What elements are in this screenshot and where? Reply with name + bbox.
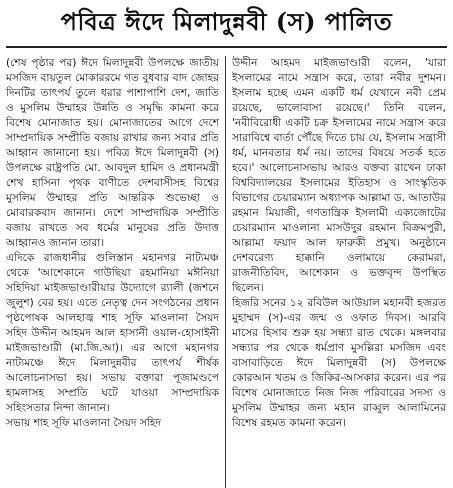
news-article bbox=[0, 2, 453, 488]
article-body bbox=[0, 56, 453, 488]
left-paragraph-3: সভায় শাহ সূফি মাওলানা সৈয়দ সহিদ bbox=[6, 417, 162, 429]
right-column bbox=[226, 56, 452, 488]
right-paragraph-1: উদ্দীন আহমদ মাইজভাণ্ডারী বলেন, 'যারা ইসলামের নামে সন্ত্রাস করে, তারা নবীর দুশমন। ইসলাম হচ্ছে এমন একটি ধর্ম যেখানে নবী প্রেম রয়েছে, ভালোবাসা রয়েছে।' তিনি বলেন, 'নবীবিরোধী একটি চক্র ইসলামের নামে সন্ত্রাস করে সারাবিশ্বে বার্তা পৌঁছে দিতে চায় যে, ইসলাম সন্ত্রাসী ধর্ম, মানবতার ধর্ম নয়। তাদের বিষয়ে সতর্ক হতে হবে।' আলোচনাসভায় আরও বক্তব্য রাখেন ঢাকা বিশ্ববিদ্যালয়ের ইসলামের ইতিহাস ও সাংস্কৃতিক বিভাগের চেয়ারম্যান অধ্যাপক আল্লামা ড. আতাউর রহমান মিয়াজী, গণতান্ত্রিক ইসলামী এক্যজোটের চেয়ারম্যান মাওলানা মাসউদুর রহমান বিক্রমপুরী, আল্লামা ফয়াদ আল ফারুকী প্রমুখ। অনুষ্ঠানে দেশবরেণ্য হাক্কানি ওলামায়ে কেরামরা, রাজনীতিবিদ, আশেকান ও ভক্তবৃন্দ উপস্থিত ছিলেন। bbox=[232, 57, 446, 294]
left-column bbox=[0, 56, 226, 488]
left-paragraph-2: এদিকে রাজধানীর গুলিস্তান মহানগর নাট্যমঞ্চ থেকে 'আশেকানে গাউছিয়া রহমানিয়া মঈনিয়া সহিদিয়া মাইজভাণ্ডারীয়ার উদ্যোগে র‍্যালী (জশনে জুলুশ) বের হয়। এতে নেতৃত্ব দেন সংগঠনের প্রধান পৃষ্ঠপোষক আলহাজ্ব শাহ সূফি মাওলানা সৈয়দ সহিদ উদ্দীন আহমদ আল হাসানী ওয়াল-হোসাইনী মাইজভাণ্ডারী (মা.জি.আ)। এর আগে মহানগর নাট্যমঞ্চে ঈদে মিলাদুন্নবীর তাৎপর্য শীর্ষক আলোচনাসভা হয়। সভায় বক্তারা পূজামণ্ডপে হামলাসহ সম্প্রতি ঘটে যাওয়া সাম্প্রদায়িক সহিংসতার নিন্দা জানান। bbox=[6, 252, 219, 414]
right-paragraph-2: হিজরি সনের ১২ রবিউল আউয়াল মহানবী হজরত মুহাম্মদ (স)-এর জন্ম ও ওফাত দিবস। আরবি মাসের হিসাব শুরু হয় সন্ধ্যা রাত থেকে। মঙ্গলবার সন্ধ্যার পর থেকে ধর্মপ্রাণ মুসল্লিরা মসজিদ এবং বাসাবাড়িতে ঈদে মিলাদুন্নবী (স) উপলক্ষে কোরআন খতম ও জিকির-আসকার করেন। এর পর বিশেষ মোনাজাতে নিজ নিজ পরিবারের সদস্য ও মুসলিম উম্মাহর জন্য মহান রাব্বুল আলামিনের বিশেষ রহমত কামনা করেন। bbox=[232, 297, 446, 429]
article-headline: পবিত্র ঈদে মিলাদুন্নবী (স) পালিত bbox=[6, 2, 447, 48]
left-paragraph-1: (শেষ পৃষ্ঠার পর) ঈদে মিলাদুন্নবী উপলক্ষে জাতীয় মসজিদ বায়তুল মোকাররমে গত বুধবার বাদ জোহর দিনটির তাৎপর্য তুলে ধরার পাশাপাশি দেশ, জাতি ও মুসলিম উম্মাহর উন্নতি ও সমৃদ্ধি কামনা করে বিশেষ মোনাজাত হয়। মোনাজাতের আগে দেশে সাম্প্রদায়িক সম্প্রীতি বজায় রাখার জন্য সবার প্রতি আহ্বান জানানো হয়। পবিত্র ঈদে মিলাদুন্নবী (স) উপলক্ষে রাষ্ট্রপতি মো. আবদুল হামিদ ও প্রধানমন্ত্রী শেখ হাসিনা পৃথক বাণীতে দেশবাসীসহ বিশ্বের মুসলিম উম্মাহর প্রতি আন্তরিক শুভেচ্ছা ও মোবারকবাদ জানান। দেশে সাম্প্রদায়িক সম্প্রীতি বজায় রাখতে সব ধর্মের মানুষের প্রতি উদাত্ত আহ্বানও জানান তারা। bbox=[6, 57, 219, 249]
